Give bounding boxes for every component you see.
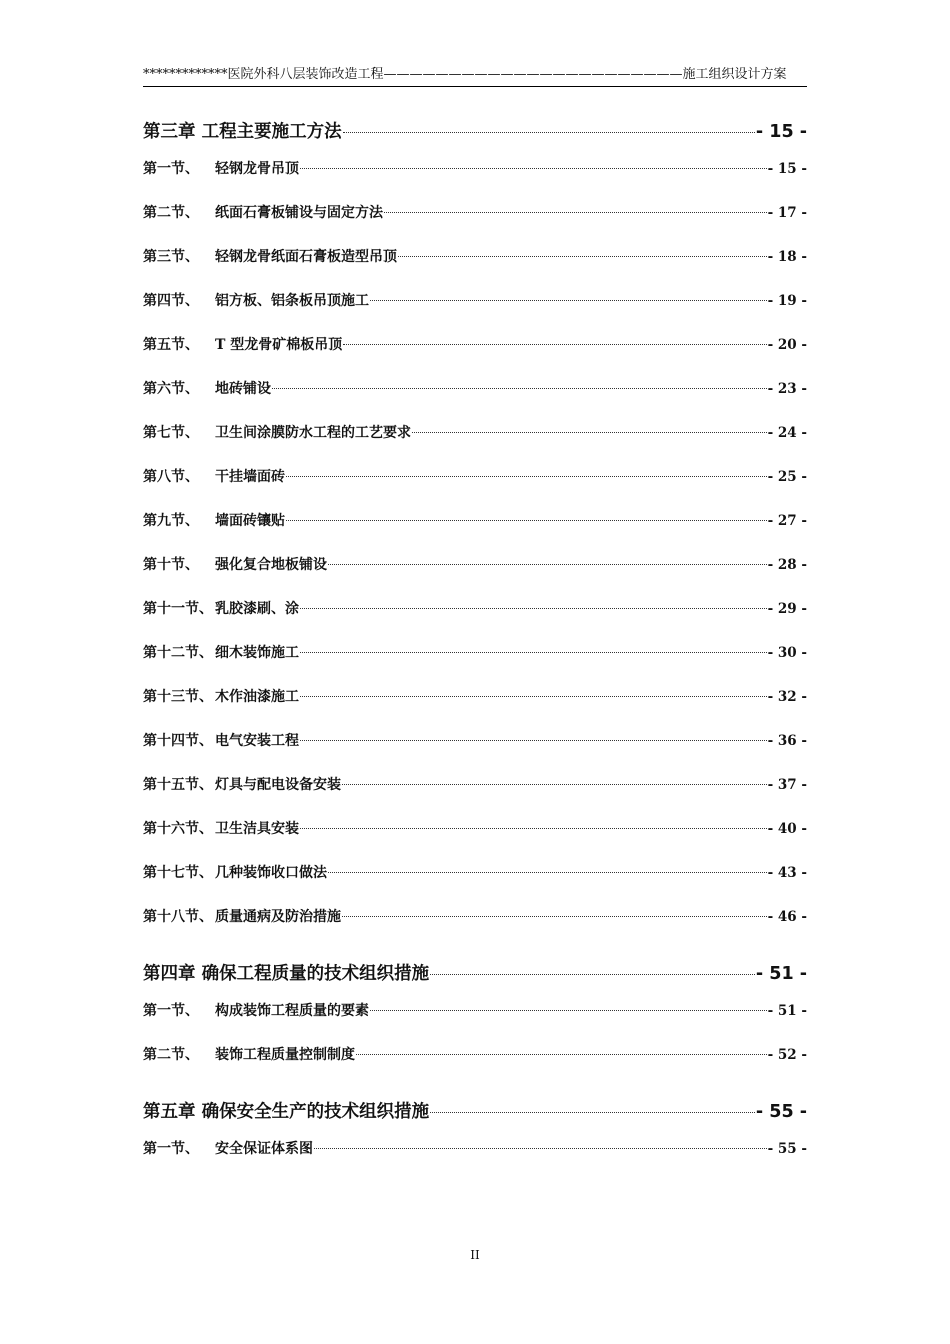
section-page-number: - 37 - [767,777,807,793]
section-number: 第二节、 [143,205,199,221]
toc-chapter-entry[interactable] [143,118,807,158]
dot-leader [300,828,767,829]
dot-leader [430,1112,755,1113]
section-title: 安全保证体系图 [215,1141,313,1157]
section-title: 强化复合地板铺设 [215,557,327,573]
dot-leader [342,784,767,785]
section-number: 第十二节、 [143,645,213,661]
dot-leader [342,916,767,917]
toc-section-entry[interactable] [143,378,807,422]
section-title: 灯具与配电设备安装 [215,777,341,793]
section-number: 第十四节、 [143,733,213,749]
section-number: 第八节、 [143,469,199,485]
section-title: 铝方板、铝条板吊顶施工 [215,293,369,309]
toc-section-entry[interactable] [143,554,807,598]
section-page-number: - 19 - [767,293,807,309]
toc-section-entry[interactable] [143,642,807,686]
section-number: 第二节、 [143,1047,199,1063]
toc-chapter-entry[interactable] [143,960,807,1000]
dot-leader [343,132,755,133]
toc-section-entry[interactable] [143,510,807,554]
toc-section-entry[interactable] [143,686,807,730]
section-page-number: - 28 - [767,557,807,573]
section-title: 墙面砖镶贴 [215,513,285,529]
section-number: 第七节、 [143,425,199,441]
section-page-number: - 15 - [767,161,807,177]
section-page-number: - 52 - [767,1047,807,1063]
dot-leader [412,432,767,433]
section-page-number: - 20 - [767,337,807,353]
dot-leader [300,608,767,609]
dot-leader [398,256,767,257]
section-page-number: - 32 - [767,689,807,705]
section-page-number: - 18 - [767,249,807,265]
toc-section-entry[interactable] [143,1138,807,1182]
section-number: 第六节、 [143,381,199,397]
section-number: 第一节、 [143,1141,199,1157]
section-title: 卫生间涂膜防水工程的工艺要求 [215,425,411,441]
section-page-number: - 43 - [767,865,807,881]
toc-section-entry[interactable] [143,818,807,862]
section-number: 第一节、 [143,161,199,177]
dot-leader [300,696,767,697]
chapter-gap [143,1088,807,1098]
chapter-title: 第三章 工程主要施工方法 [143,122,342,142]
section-title: 纸面石膏板铺设与固定方法 [215,205,383,221]
section-title: 地砖铺设 [215,381,271,397]
toc-section-entry[interactable] [143,598,807,642]
toc-section-entry[interactable] [143,466,807,510]
section-number: 第十七节、 [143,865,213,881]
section-number: 第十八节、 [143,909,213,925]
section-title: 几种装饰收口做法 [215,865,327,881]
toc-section-entry[interactable] [143,862,807,906]
toc-section-entry[interactable] [143,774,807,818]
section-title: 卫生洁具安装 [215,821,299,837]
toc-chapter-entry[interactable] [143,1098,807,1138]
dot-leader [300,652,767,653]
dot-leader [328,872,767,873]
dot-leader [300,168,767,169]
dot-leader [328,564,767,565]
dot-leader [370,300,767,301]
section-page-number: - 27 - [767,513,807,529]
page-header: *************医院外科八层装饰改造工程———————————————————————施工组织设计方案 [143,66,807,87]
dot-leader [343,344,766,345]
section-title: 木作油漆施工 [215,689,299,705]
section-page-number: - 36 - [767,733,807,749]
toc-section-entry[interactable] [143,246,807,290]
section-page-number: - 25 - [767,469,807,485]
section-title: 质量通病及防治措施 [215,909,341,925]
section-title: 轻钢龙骨吊顶 [215,161,299,177]
dot-leader [272,388,767,389]
dot-leader [300,740,767,741]
section-title: 装饰工程质量控制制度 [215,1047,355,1063]
chapter-page-number: - 15 - [755,122,807,142]
section-number: 第十三节、 [143,689,213,705]
dot-leader [286,520,767,521]
toc-section-entry[interactable] [143,158,807,202]
section-page-number: - 55 - [767,1141,807,1157]
toc-section-entry[interactable] [143,334,807,378]
section-number: 第十五节、 [143,777,213,793]
section-page-number: - 46 - [767,909,807,925]
section-number: 第十一节、 [143,601,213,617]
section-number: 第十六节、 [143,821,213,837]
section-page-number: - 17 - [767,205,807,221]
section-title: 干挂墙面砖 [215,469,285,485]
chapter-title: 第四章 确保工程质量的技术组织措施 [143,964,430,984]
toc-section-entry[interactable] [143,202,807,246]
page-number: II [470,1248,480,1262]
chapter-page-number: - 51 - [755,964,807,984]
section-title: T 型龙骨矿棉板吊顶 [215,337,343,353]
section-page-number: - 23 - [767,381,807,397]
chapter-title: 第五章 确保安全生产的技术组织措施 [143,1102,430,1122]
section-page-number: - 29 - [767,601,807,617]
toc-section-entry[interactable] [143,730,807,774]
section-number: 第四节、 [143,293,199,309]
dot-leader [370,1010,767,1011]
section-title: 电气安装工程 [215,733,299,749]
table-of-contents [143,118,807,1182]
chapter-gap [143,950,807,960]
toc-section-entry[interactable] [143,290,807,334]
section-page-number: - 51 - [767,1003,807,1019]
toc-section-entry[interactable] [143,1044,807,1088]
section-page-number: - 30 - [767,645,807,661]
section-number: 第九节、 [143,513,199,529]
dot-leader [430,974,755,975]
section-title: 构成装饰工程质量的要素 [215,1003,369,1019]
toc-section-entry[interactable] [143,906,807,950]
section-number: 第十节、 [143,557,199,573]
section-title: 细木装饰施工 [215,645,299,661]
section-page-number: - 40 - [767,821,807,837]
section-page-number: - 24 - [767,425,807,441]
section-number: 第五节、 [143,337,199,353]
dot-leader [314,1148,767,1149]
section-number: 第三节、 [143,249,199,265]
toc-section-entry[interactable] [143,1000,807,1044]
section-title: 乳胶漆刷、涂 [215,601,299,617]
dot-leader [384,212,767,213]
chapter-page-number: - 55 - [755,1102,807,1122]
toc-section-entry[interactable] [143,422,807,466]
section-title: 轻钢龙骨纸面石膏板造型吊顶 [215,249,397,265]
dot-leader [356,1054,767,1055]
section-number: 第一节、 [143,1003,199,1019]
dot-leader [286,476,767,477]
